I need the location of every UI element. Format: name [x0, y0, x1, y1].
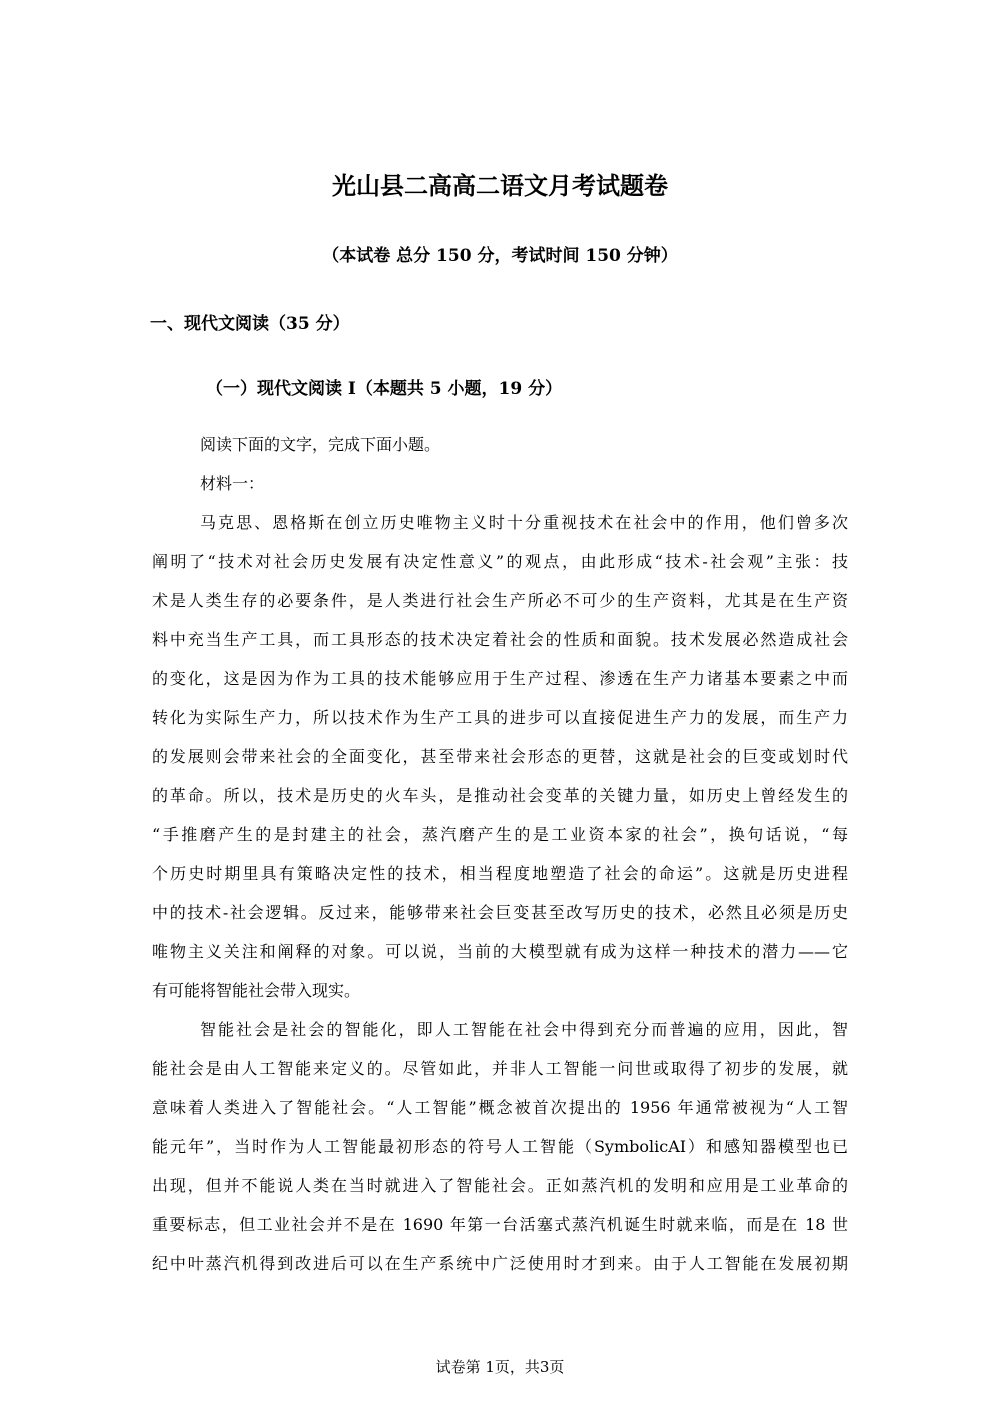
paragraph-line: “手推磨产生的是封建主的社会，蒸汽磨产生的是工业资本家的社会”，换句话说，“每 — [152, 825, 848, 844]
paragraph-line: 重要标志，但工业社会并不是在 1690 年第一台活塞式蒸汽机诞生时就来临，而是在 18 世 — [152, 1215, 848, 1234]
exam-info-subtitle: （本试卷 总分 150 分，考试时间 150 分钟） — [322, 246, 678, 266]
paragraph-1 — [152, 503, 848, 1010]
reading-instruction: 阅读下面的文字，完成下面小题。 — [200, 435, 441, 454]
paragraph-line: 能社会是由人工智能来定义的。尽管如此，并非人工智能一问世或取得了初步的发展，就 — [152, 1059, 848, 1078]
paragraph-line: 意味着人类进入了智能社会。“人工智能”概念被首次提出的 1956 年通常被视为“人工智 — [152, 1098, 848, 1117]
paragraph-2 — [152, 1010, 848, 1283]
paragraph-line: 料中充当生产工具，而工具形态的技术决定着社会的性质和面貌。技术发展必然造成社会 — [152, 630, 848, 649]
paragraph-line: 的变化，这是因为作为工具的技术能够应用于生产过程、渗透在生产力诸基本要素之中而 — [152, 669, 848, 688]
paragraph-line: 的发展则会带来社会的全面变化，甚至带来社会形态的更替，这就是社会的巨变或划时代 — [152, 747, 848, 766]
page-title: 光山县二高高二语文月考试题卷 — [332, 172, 668, 200]
paragraph-line: 出现，但并不能说人类在当时就进入了智能社会。正如蒸汽机的发明和应用是工业革命的 — [152, 1176, 848, 1195]
paragraph-line: 能元年”，当时作为人工智能最初形态的符号人工智能（SymbolicAI）和感知器模型也已 — [152, 1137, 848, 1156]
section-heading: 一、现代文阅读（35 分） — [150, 314, 350, 334]
material-label: 材料一： — [200, 474, 265, 493]
page-footer: 试卷第 1页，共3页 — [435, 1358, 565, 1376]
paragraph-line: 转化为实际生产力，所以技术作为生产工具的进步可以直接促进生产力的发展，而生产力 — [152, 708, 848, 727]
paragraph-line: 唯物主义关注和阐释的对象。可以说，当前的大模型就有成为这样一种技术的潜力——它 — [152, 942, 848, 961]
paragraph-line: 阐明了“技术对社会历史发展有决定性意义”的观点，由此形成“技术-社会观”主张：技 — [152, 552, 848, 571]
paragraph-line: 的革命。所以，技术是历史的火车头，是推动社会变革的关键力量，如历史上曾经发生的 — [152, 786, 848, 805]
paragraph-line: 马克思、恩格斯在创立历史唯物主义时十分重视技术在社会中的作用，他们曾多次 — [200, 513, 848, 532]
paragraph-line: 术是人类生存的必要条件，是人类进行社会生产所必不可少的生产资料，尤其是在生产资 — [152, 591, 848, 610]
subsection-heading: （一）现代文阅读 I（本题共 5 小题，19 分） — [206, 379, 563, 399]
paragraph-line: 纪中叶蒸汽机得到改进后可以在生产系统中广泛使用时才到来。由于人工智能在发展初期 — [152, 1254, 848, 1273]
paragraph-line: 有可能将智能社会带入现实。 — [152, 981, 361, 1000]
paragraph-line: 智能社会是社会的智能化，即人工智能在社会中得到充分而普遍的应用，因此，智 — [200, 1020, 848, 1039]
paragraph-line: 个历史时期里具有策略决定性的技术，相当程度地塑造了社会的命运”。这就是历史进程 — [152, 864, 848, 883]
paragraph-line: 中的技术-社会逻辑。反过来，能够带来社会巨变甚至改写历史的技术，必然且必须是历史 — [152, 903, 848, 922]
